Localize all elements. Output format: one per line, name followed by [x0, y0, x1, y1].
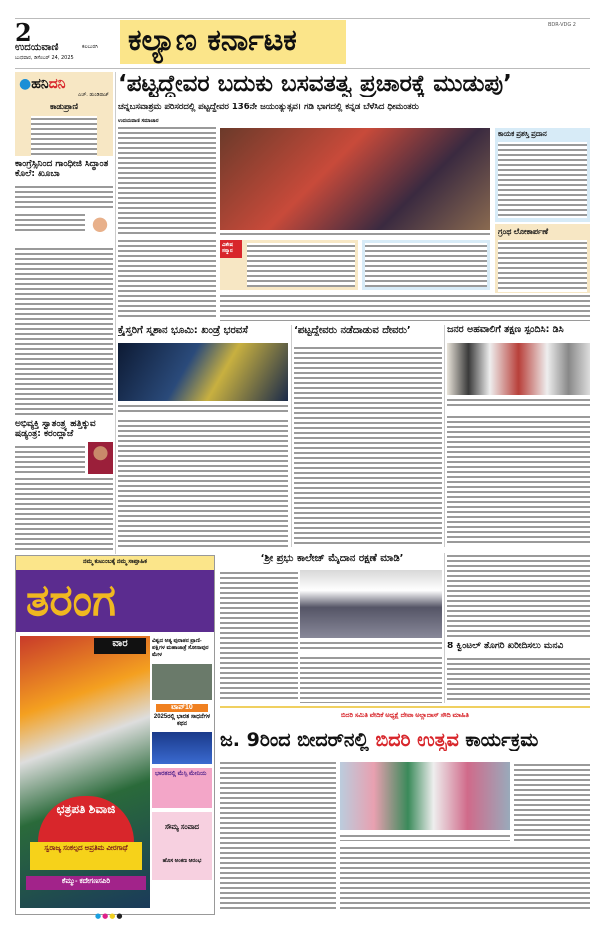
lead-subheadline: ಚನ್ನಬಸವಾಶ್ರಮ ಪರಿಸರದಲ್ಲಿ ಪಟ್ಟದ್ದೇವರ 136ನೇ ಜಯಂತ್ಯುತ್ಸವ। ಗಡಿ ಭಾಗದಲ್ಲಿ ಕನ್ನಡ ಬೆಳೆಸಿದ ಧೀಮಂತರು — [118, 103, 419, 112]
yellow-rule — [220, 706, 590, 708]
photo-caption — [447, 397, 590, 409]
ad-buffalo-photo — [152, 664, 212, 700]
lead-photo — [220, 128, 490, 230]
row2c-text — [447, 414, 590, 546]
edition: ಕಲಬುರಗಿ — [82, 44, 98, 50]
row2-headline-b: ‘ಪಟ್ಟದ್ದೇವರು ನಡೆದಾಡುವ ದೇವರು’ — [294, 325, 411, 336]
info-text — [365, 243, 487, 287]
lead-text — [118, 238, 216, 320]
story1-text — [15, 184, 113, 210]
taranga-ad[interactable] — [15, 555, 215, 915]
lead-text — [220, 293, 590, 321]
photo-caption — [118, 403, 288, 415]
sidebar-award-text — [498, 142, 587, 218]
row2c-text — [447, 553, 590, 639]
story2-headline: ಅಭಿವ್ಯಕ್ತಿ ಸ್ವಾತಂತ್ರ್ಯ ಹತ್ತಿಕ್ಕುವ ಷಡ್ಯಂತ್ರ: ಕರಂದ್ಲಾಜೆ — [15, 420, 96, 439]
info-box — [362, 240, 490, 290]
ad-brand: ತರಂಗ — [16, 570, 214, 632]
sidebar-book-text — [498, 240, 587, 292]
sidebar-book-title: ಗ್ರಂಥ ಲೋಕಾರ್ಪಣೆ — [498, 227, 549, 236]
bottom-headline-a: ಜ. 9ರಿಂದ ಬೀದರ್‌ನಲ್ಲಿ — [220, 730, 376, 751]
ad-item2: 2025ರಲ್ಲಿ ಭಾರತ ಸಾಧನೆಗಳ ಕಥನ — [153, 714, 211, 727]
header-rule — [15, 68, 590, 69]
drop-icon: ● — [19, 76, 32, 92]
top-rule — [15, 18, 590, 19]
ad-cover-title: ಛತ್ರಪತಿ ಶಿವಾಜಿ — [38, 796, 134, 842]
bidari-photo — [340, 762, 510, 830]
lead-headline: ‘ಪಟ್ಟದ್ದೇವರ ಬದುಕು ಬಸವತತ್ವ ಪ್ರಚಾರಕ್ಕೆ ಮುಡುಪು’ — [118, 72, 512, 97]
story2-text — [15, 444, 85, 474]
honour-box — [220, 240, 358, 290]
ad-item1: ವಿಶ್ವದ ಅತ್ಯ ಪುರಾತನ ಪ್ರಾಣಿ-ಪಕ್ಷಿಗಳ ಮಹಾಜಾತ್ರೆ ಸೋನಾಪುರ ಮೇಳ — [152, 638, 209, 659]
sidebar-award — [495, 128, 590, 222]
ad-item4-box — [152, 812, 212, 880]
college-protest-photo — [300, 570, 442, 638]
honour-text — [247, 243, 355, 287]
bottom-kicker: ಬಿದರಿ ಸಮಿತಿ ವೇದಿಕೆ ಅಧ್ಯಕ್ಷೆ ದೇವಾ ಅಲ್ಲಾದಾಸ್ ಸೌದಿ ಮಾಹಿತಿ — [341, 712, 469, 719]
lead-text — [118, 125, 216, 235]
column-title-a: ಹನಿ — [31, 76, 49, 92]
column-divider — [444, 325, 445, 547]
column-divider — [115, 72, 116, 554]
page-number: 2 — [15, 18, 32, 47]
ad-issue-word: ವಾರ — [94, 638, 146, 654]
sidebar-award-title: ಕಾಯಕ ಪ್ರಶಸ್ತಿ ಪ್ರದಾನ — [498, 131, 547, 138]
ad-item4-sub: ಹೊಸ ಅಂಕಣ ಆರಂಭ — [162, 858, 202, 864]
dc-meeting-photo — [447, 343, 590, 395]
row3b-text — [447, 656, 590, 703]
date: ಬುಧವಾರ, ಡಿಸೆಂಬರ್ 24, 2025 — [15, 55, 74, 61]
row3-headline-a: ‘ಶ್ರೀ ಪ್ರಭು ಕಾಲೇಜ್ ಮೈದಾನ ರಕ್ಷಣೆ ಮಾಡಿ’ — [260, 553, 404, 564]
row3-headline-b: 8 ಕ್ವಿಂಟಲ್ ತೊಗರಿ ಖರೀದಿಸಲು ಮನವಿ — [447, 642, 564, 651]
minister-photo — [88, 442, 113, 474]
row3a-text — [220, 570, 298, 702]
story2-text — [15, 476, 113, 552]
bottom-headline-b: ಬಿದರಿ ಉತ್ಸವ — [375, 730, 459, 751]
page-code: BDR-VDG 2 — [548, 22, 576, 28]
poem-text — [31, 116, 97, 156]
bottom-text — [340, 845, 590, 910]
honour-tag: ವಿಶೇಷ ಸನ್ಮಾನ — [220, 240, 242, 258]
author-photo — [87, 212, 113, 244]
ad-item4: ಸೌಮ್ಯ ಸಂವಾದ — [164, 824, 200, 831]
column-author: ಎಚ್. ಡುಂಡಿರಾಜ್ — [78, 92, 109, 98]
bottom-headline — [220, 730, 590, 751]
dateline: ಉದಯವಾಣಿ ಸಮಾಚಾರ — [118, 118, 159, 124]
row2-headline-a: ಕ್ರೈಸ್ತರಿಗೆ ಸ್ಮಶಾನ ಭೂಮಿ: ಖಂಡ್ರೆ ಭರವಸೆ — [118, 325, 248, 336]
sidebar-book — [495, 224, 590, 294]
registration-marks: ●●●● — [95, 912, 124, 920]
ad-cover-sub: ಸ್ವರಾಜ್ಯ ಸಂಕಲ್ಪದ ಅಪ್ರತಿಮ ವೀರಗಾಥೆ — [30, 842, 142, 870]
section-banner: ಕಲ್ಯಾಣ ಕರ್ನಾಟಕ — [120, 20, 346, 64]
row2b-text — [294, 345, 442, 545]
column-divider — [291, 325, 292, 547]
poem-title: ಕಾಡುಪ್ರಾಣಿ — [49, 102, 79, 111]
ad-item3: ಭಾರತದಲ್ಲಿ ಮೆಸ್ಸಿ ಮೇನಿಯ — [152, 768, 212, 808]
christmas-photo — [118, 343, 288, 401]
story1-text — [15, 246, 113, 416]
hani-dani-box — [15, 72, 113, 156]
row3a-text — [300, 655, 442, 703]
row2a-text — [118, 418, 288, 548]
ad-cricket-photo — [152, 732, 212, 764]
ad-tagline: ನಮ್ಮ ಕುಟುಂಬಕ್ಕೆ ನಮ್ಮ ಸಾಪ್ತಾಹಿಕ — [16, 556, 214, 570]
row2-headline-c: ಜನರ ಅಹವಾಲಿಗೆ ತಕ್ಷಣ ಸ್ಪಂದಿಸಿ: ಡಿಸಿ — [447, 325, 564, 335]
lead-photo-caption — [220, 231, 490, 237]
ad-item2-tag: ಟಾಪ್10 — [156, 704, 208, 712]
photo-caption — [300, 640, 442, 652]
story1-text — [15, 212, 85, 234]
column-divider — [444, 553, 445, 703]
bottom-headline-c: ಕಾರ್ಯಕ್ರಮ — [458, 730, 539, 751]
photo-caption — [340, 833, 510, 841]
ad-cover-author: ಕೆಮ್ಮು- ಕದೇಗಣಸಪಿರಿ — [26, 876, 146, 890]
column-title-b: ದನಿ — [48, 76, 66, 92]
bottom-text — [514, 762, 590, 842]
paper-name: ಉದಯವಾಣಿ — [15, 42, 59, 53]
bottom-text — [220, 760, 336, 910]
story1-headline: ಕಾಂಗ್ರೆಸ್ಸಿನಿಂದ ಗಾಂಧೀಜಿ ಸಿದ್ಧಾಂತ ಕೊಲೆ: ಖೂಬಾ — [15, 160, 109, 179]
